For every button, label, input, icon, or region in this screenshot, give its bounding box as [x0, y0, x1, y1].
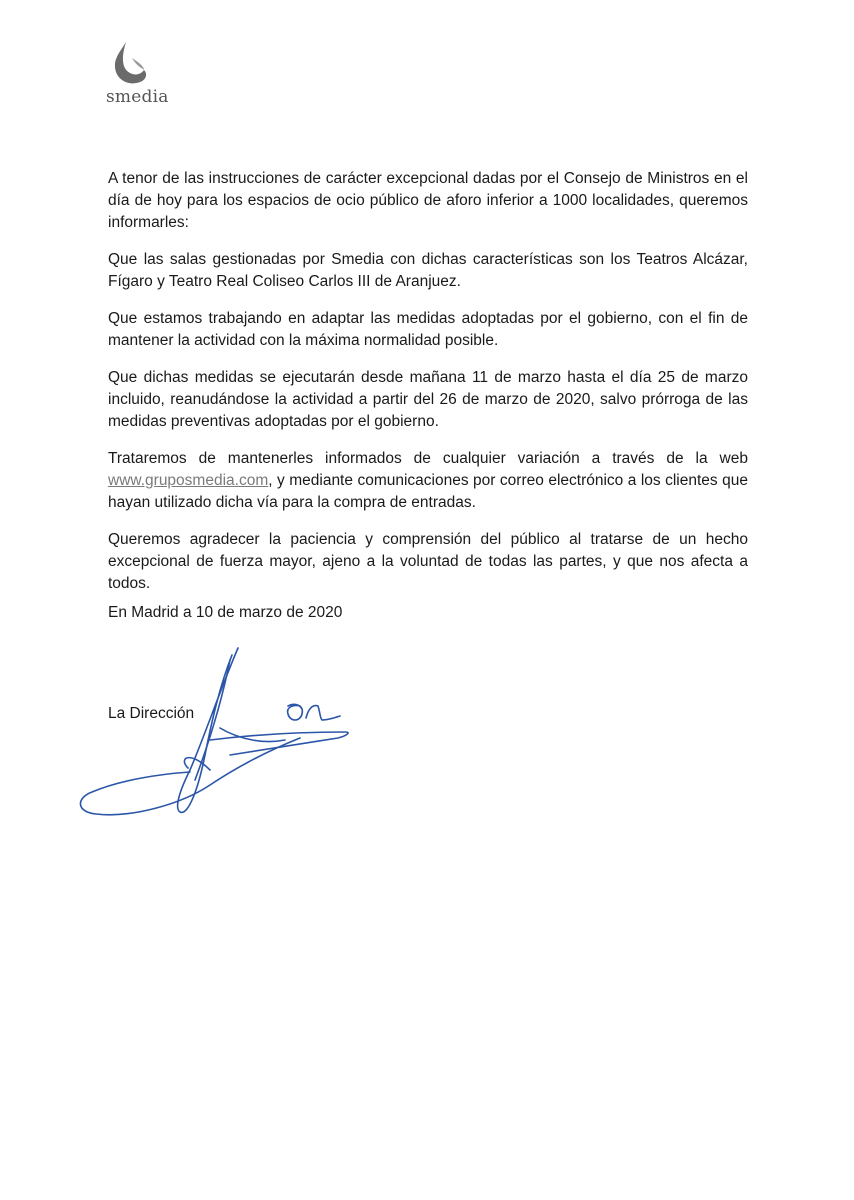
web-text-after: , y mediante comunicaciones por correo electrónico a los clientes que hayan utilizado dicha vía para la compra de entradas. — [108, 472, 748, 511]
smedia-logo — [104, 40, 176, 110]
date-line: En Madrid a 10 de marzo de 2020 — [108, 604, 343, 621]
paragraph-web — [108, 448, 748, 514]
letter-body — [108, 168, 748, 610]
paragraph-venues: Que las salas gestionadas por Smedia con dichas características son los Teatros Alcázar, Fígaro y Teatro Real Coliseo Carlos III de Aranjuez. — [108, 251, 748, 290]
flame-drop-icon — [110, 40, 150, 90]
signatory-label: La Dirección — [108, 705, 195, 722]
handwritten-signature — [70, 640, 360, 830]
web-text-before: Trataremos de mantenerles informados de cualquier variación a través de la web — [108, 450, 748, 467]
paragraph-closing: Queremos agradecer la paciencia y comprensión del público al tratarse de un hecho excepcional de fuerza mayor, ajeno a la voluntad de todas las partes, y que nos afecta a todos. — [108, 531, 748, 592]
paragraph-intro: A tenor de las instrucciones de carácter excepcional dadas por el Consejo de Ministros en el día de hoy para los espacios de ocio público de aforo inferior a 1000 localidades, queremos informarles: — [108, 170, 748, 231]
website-link[interactable]: www.gruposmedia.com — [108, 472, 269, 489]
logo-wordmark: smedia — [106, 87, 169, 107]
paragraph-dates: Que dichas medidas se ejecutarán desde mañana 11 de marzo hasta el día 25 de marzo incluido, reanudándose la actividad a partir del 26 de marzo de 2020, salvo prórroga de las medidas preventivas adoptadas por el gobierno. — [108, 369, 748, 430]
paragraph-measures: Que estamos trabajando en adaptar las medidas adoptadas por el gobierno, con el fin de mantener la actividad con la máxima normalidad posible. — [108, 310, 748, 349]
